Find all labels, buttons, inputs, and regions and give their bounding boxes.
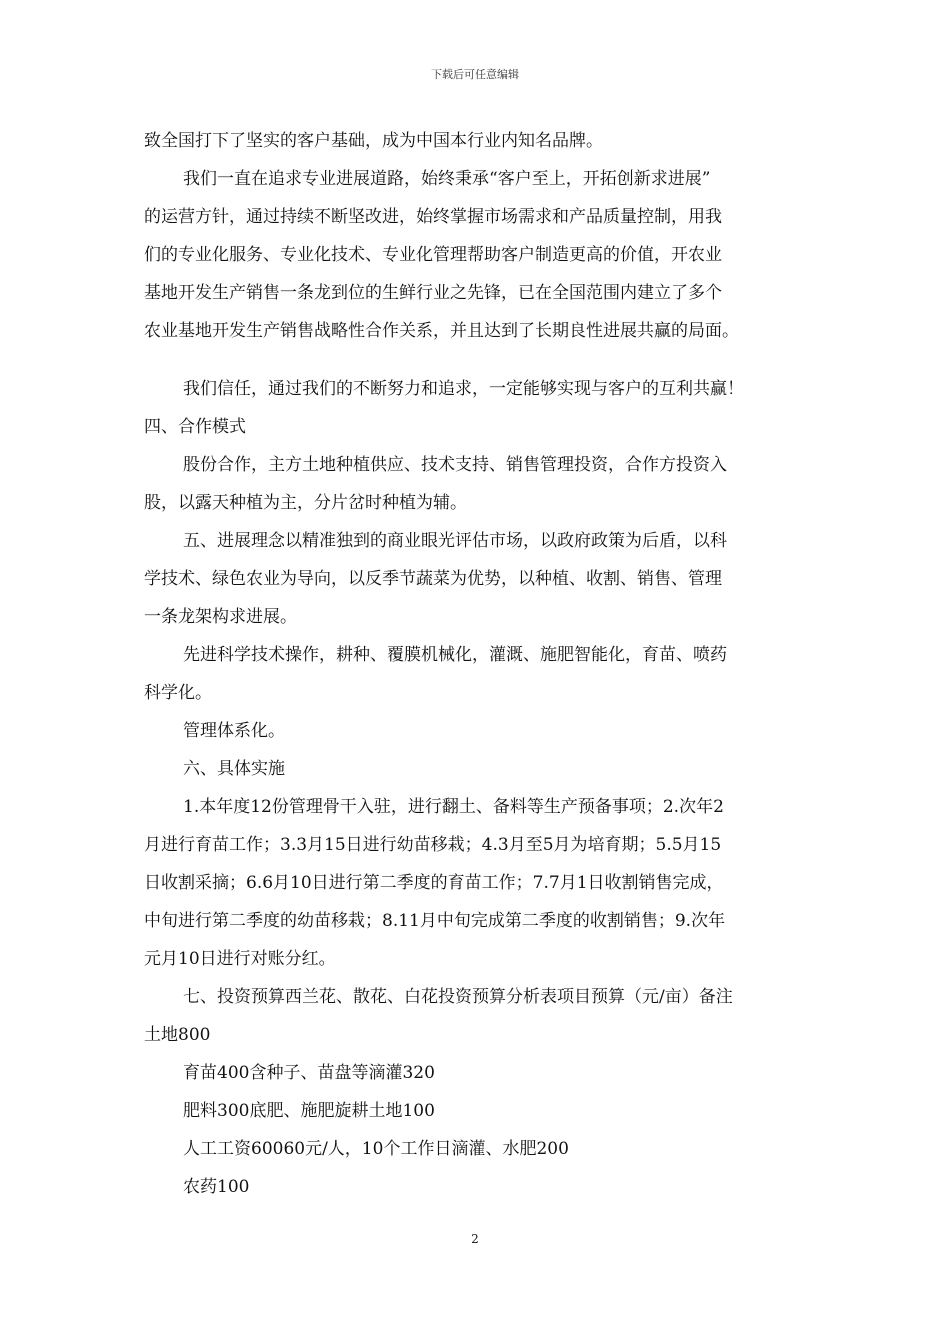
paragraph-line: 五、进展理念以精准独到的商业眼光评估市场，以政府政策为后盾，以科 [183, 531, 727, 551]
document-body [144, 122, 814, 1206]
paragraph-line: 基地开发生产销售一条龙到位的生鲜行业之先锋，已在全国范围内建立了多个 [144, 283, 722, 303]
paragraph-line: 农业基地开发生产销售战略性合作关系，并且达到了长期良性进展共赢的局面。 [144, 321, 739, 341]
paragraph-line: 们的专业化服务、专业化技术、专业化管理帮助客户制造更高的价值，开农业 [144, 245, 722, 265]
paragraph-line: 人工工资60060元/人，10个工作日滴灌、水肥200 [183, 1139, 569, 1159]
section-heading: 六、具体实施 [183, 759, 285, 779]
paragraph-line: 我们信任，通过我们的不断努力和追求，一定能够实现与客户的互利共赢！ [183, 379, 744, 399]
section-heading: 四、合作模式 [144, 417, 246, 437]
paragraph-line: 科学化。 [144, 683, 212, 703]
paragraph-line: 肥料300底肥、施肥旋耕土地100 [183, 1101, 435, 1121]
paragraph-line: 1.本年度12份管理骨干入驻，进行翻土、备料等生产预备事项；2.次年2 [183, 797, 724, 817]
paragraph-line: 致全国打下了坚实的客户基础，成为中国本行业内知名品牌。 [144, 131, 603, 151]
paragraph-line: 育苗400含种子、苗盘等滴灌320 [183, 1063, 435, 1083]
paragraph-line: 中旬进行第二季度的幼苗移栽；8.11月中旬完成第二季度的收割销售；9.次年 [144, 911, 726, 931]
page-number: 2 [471, 1232, 479, 1246]
page-header-note: 下载后可任意编辑 [431, 68, 519, 81]
paragraph-line: 农药100 [183, 1177, 250, 1197]
paragraph-line: 日收割采摘；6.6月10日进行第二季度的育苗工作；7.7月1日收割销售完成， [144, 873, 724, 893]
paragraph-line: 月进行育苗工作；3.3月15日进行幼苗移栽；4.3月至5月为培育期；5.5月15 [144, 835, 722, 855]
paragraph-line: 管理体系化。 [183, 721, 285, 741]
paragraph-line: 的运营方针，通过持续不断坚改进，始终掌握市场需求和产品质量控制，用我 [144, 207, 722, 227]
paragraph-line: 元月10日进行对账分红。 [144, 949, 336, 969]
paragraph-line: 我们一直在追求专业进展道路，始终秉承“客户至上，开拓创新求进展” [183, 169, 711, 189]
paragraph-line: 土地800 [144, 1025, 211, 1045]
section-heading: 七、投资预算西兰花、散花、白花投资预算分析表项目预算（元/亩）备注 [183, 987, 733, 1007]
paragraph-line: 股，以露天种植为主，分片岔时种植为辅。 [144, 493, 467, 513]
paragraph-line: 学技术、绿色农业为导向，以反季节蔬菜为优势，以种植、收割、销售、管理 [144, 569, 722, 589]
paragraph-line: 股份合作，主方土地种植供应、技术支持、销售管理投资，合作方投资入 [183, 455, 727, 475]
paragraph-line: 先进科学技术操作，耕种、覆膜机械化，灌溉、施肥智能化，育苗、喷药 [183, 645, 727, 665]
paragraph-line: 一条龙架构求进展。 [144, 607, 297, 627]
